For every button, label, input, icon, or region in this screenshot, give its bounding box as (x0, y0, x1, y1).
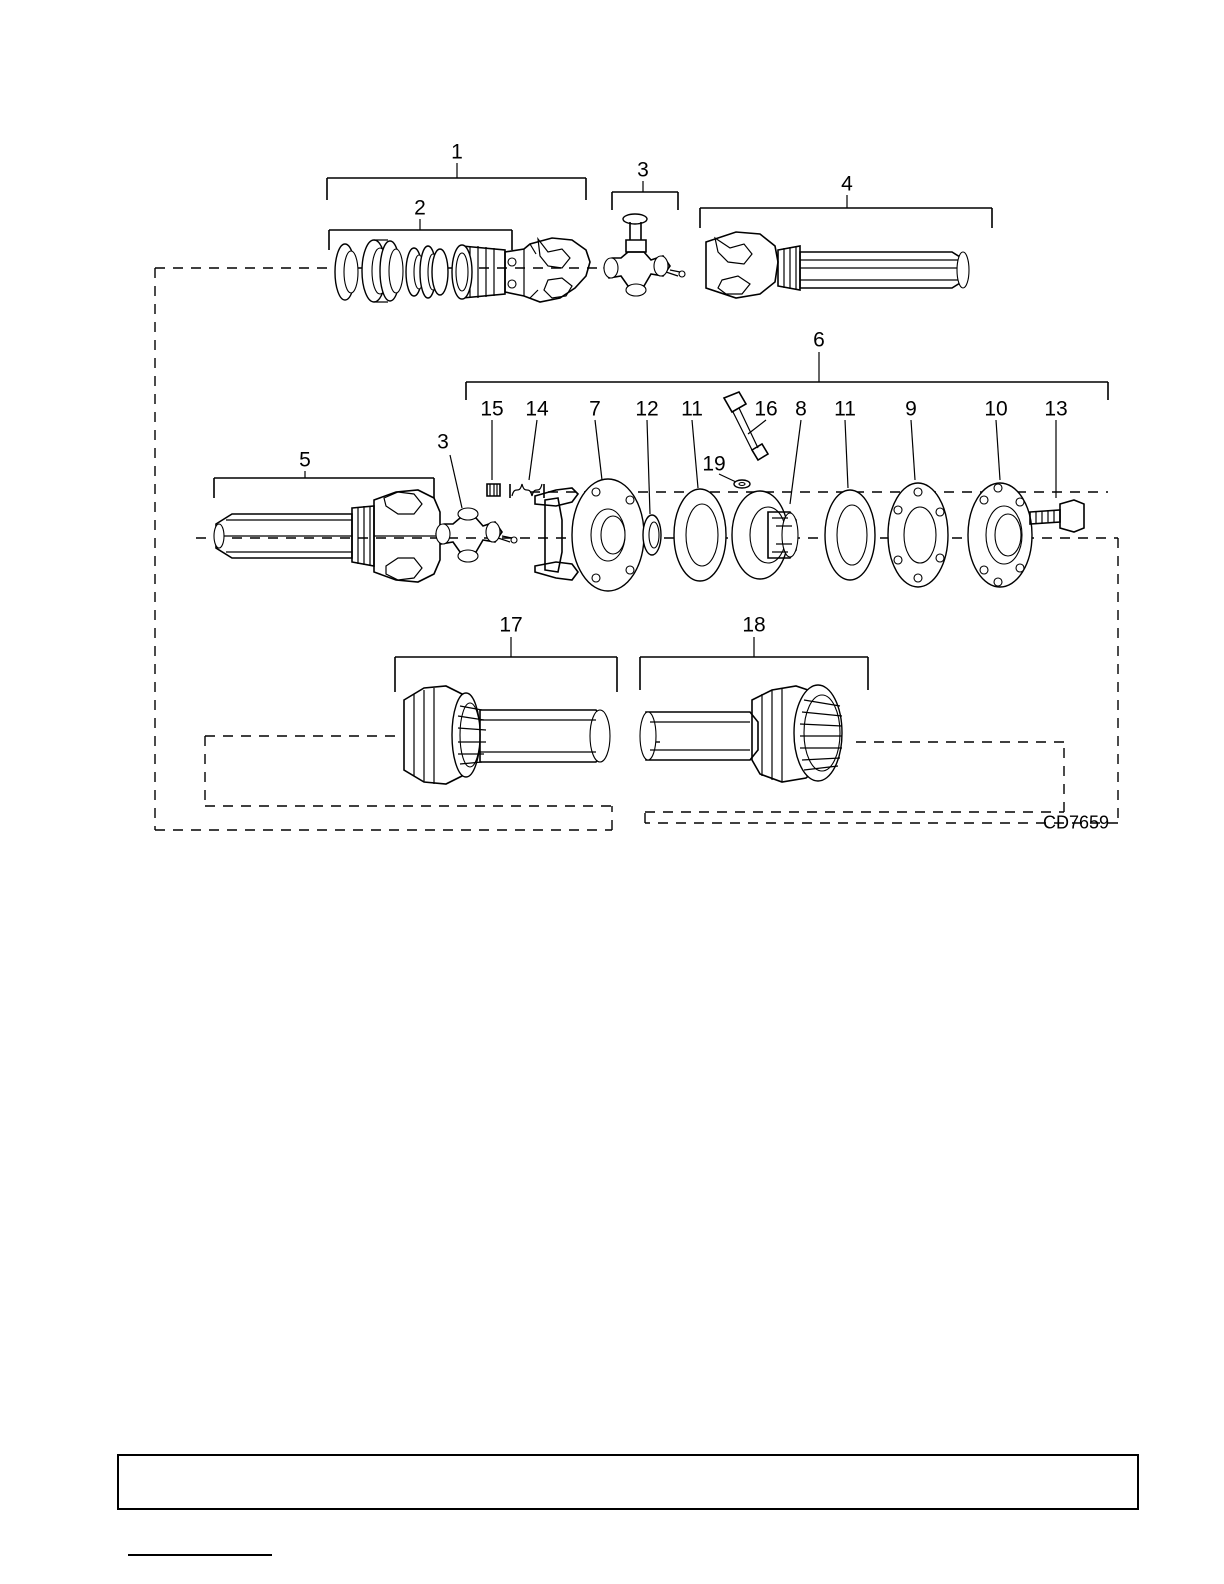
callout-number-19: 19 (702, 452, 726, 476)
callout-number-3-bottom: 3 (437, 430, 449, 454)
callout-number-1: 1 (451, 140, 463, 164)
part-group-flange-yoke (535, 420, 644, 591)
callout-number-16: 16 (754, 397, 778, 421)
bracket-18 (640, 657, 868, 690)
callout-number-8: 8 (795, 397, 807, 421)
part-flange-10 (968, 420, 1032, 587)
part-group-universal-joint-bottom (436, 455, 517, 562)
callout-number-18: 18 (742, 613, 766, 637)
footer-rule (128, 1554, 272, 1556)
part-ring-11b (825, 420, 875, 580)
callout-number-11-a: 11 (681, 397, 703, 421)
callout-number-13: 13 (1044, 397, 1068, 421)
bracket-1 (327, 178, 586, 200)
part-ring-12 (643, 420, 661, 555)
part-bolt-13 (1030, 420, 1084, 532)
bracket-5 (214, 478, 434, 498)
callout-number-17: 17 (499, 613, 523, 637)
callout-number-7: 7 (589, 397, 601, 421)
part-group-universal-joint-top (604, 214, 685, 296)
callout-number-15: 15 (480, 397, 504, 421)
bracket-2 (329, 230, 512, 250)
callout-number-9: 9 (905, 397, 917, 421)
part-group-shaft-top (706, 232, 969, 298)
callout-number-3-top: 3 (637, 158, 649, 182)
part-ring-11a (674, 420, 726, 581)
footer-box (117, 1454, 1139, 1510)
callout-number-12: 12 (635, 397, 659, 421)
bracket-6 (466, 382, 1108, 400)
part-bearing-hub-8 (732, 420, 801, 579)
part-shield-17 (404, 686, 610, 784)
callout-number-11-b: 11 (834, 397, 856, 421)
part-group-slip-yoke (335, 238, 590, 302)
part-flange-9 (888, 420, 948, 587)
part-group-plug-and-spring (487, 420, 544, 498)
part-shield-18 (640, 685, 842, 782)
bracket-4 (700, 208, 992, 228)
figure-code-label: CD7659 (1042, 812, 1110, 833)
callout-number-6: 6 (813, 328, 825, 352)
bracket-17 (395, 657, 617, 692)
callout-number-10: 10 (984, 397, 1008, 421)
callout-number-5: 5 (299, 448, 311, 472)
callout-number-4: 4 (841, 172, 853, 196)
bracket-3-top (612, 192, 678, 210)
callout-number-2: 2 (414, 196, 426, 220)
part-group-shaft-bottom (214, 490, 440, 582)
callout-number-14: 14 (525, 397, 549, 421)
